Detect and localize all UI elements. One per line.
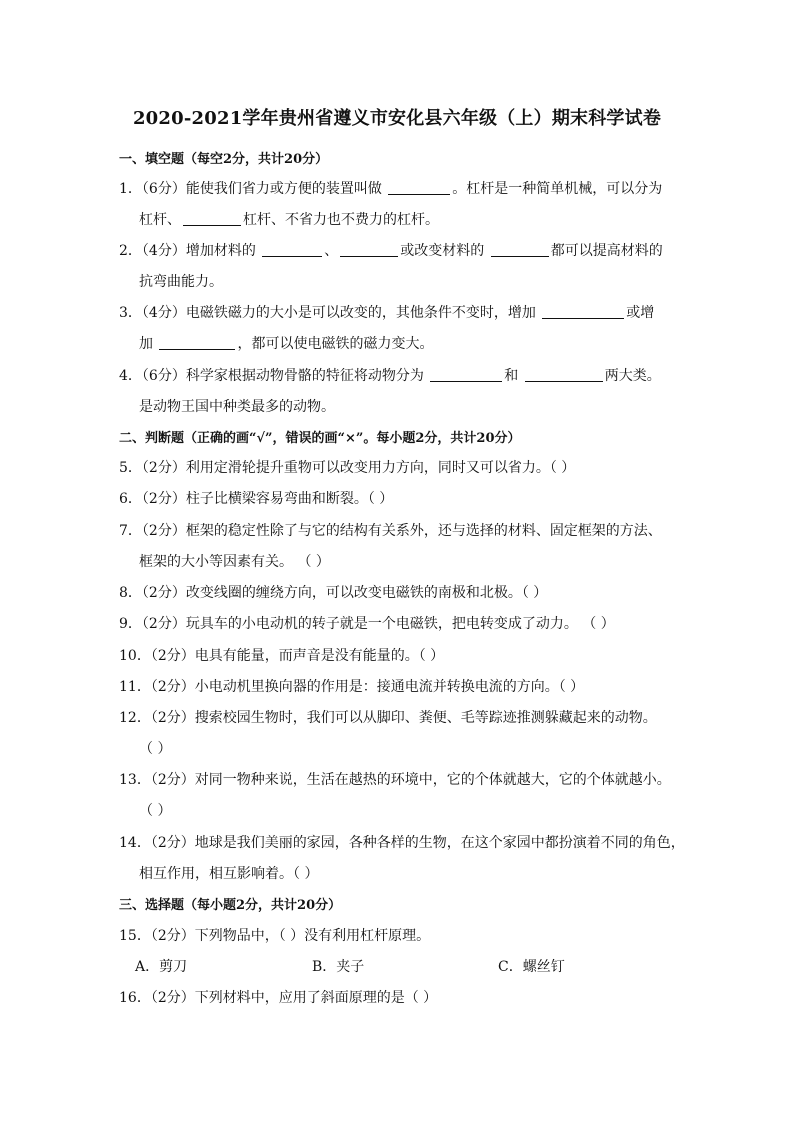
section-heading-true-false: 二、判断题（正确的画“√”，错误的画“×”。每小题2分，共计20分） <box>119 431 521 446</box>
question-1-text: 。杠杆是一种简单机械，可以分为 <box>452 181 663 197</box>
question-4-text: 和 <box>504 368 519 384</box>
question-8: 8．（2分）改变线圈的缠绕方向，可以改变电磁铁的南极和北极。（ ） <box>119 585 548 601</box>
question-6: 6．（2分）柱子比横梁容易弯曲和断裂。（ ） <box>119 491 394 507</box>
question-4-text: 两大类。 <box>604 368 661 384</box>
question-7-line-1: 7．（2分）框架的稳定性除了与它的结构有关系外，还与选择的材料、固定框架的方法、 <box>119 523 662 539</box>
question-3-text: 加 <box>139 336 153 352</box>
question-4-line-1 <box>119 365 679 385</box>
question-1-line-1 <box>119 178 679 198</box>
question-13-line-1: 13．（2分）对同一物种来说，生活在越热的环境中，它的个体就越大，它的个体就越小。 <box>119 772 671 788</box>
question-13-line-2: （ ） <box>139 803 172 819</box>
question-2-line-2: 抗弯曲能力。 <box>139 274 223 290</box>
question-15: 15．（2分）下列物品中，（ ）没有利用杠杆原理。 <box>119 928 431 944</box>
question-5: 5．（2分）利用定滑轮提升重物可以改变用力方向，同时又可以省力。（ ） <box>119 460 576 476</box>
question-1-text: 杠杆、 <box>139 212 181 228</box>
answer-blank <box>542 304 624 319</box>
answer-blank <box>340 242 398 257</box>
question-2-text: 、 <box>324 243 339 259</box>
question-14-line-1: 14．（2分）地球是我们美丽的家园，各种各样的生物，在这个家园中都扮演着不同的角色， <box>119 835 685 851</box>
answer-blank <box>262 242 322 257</box>
question-7-line-2: 框架的大小等因素有关。 （ ） <box>139 554 330 570</box>
question-3-text: 3．（4分）电磁铁磁力的大小是可以改变的，其他条件不变时，增加 <box>119 305 536 321</box>
question-4-line-2: 是动物王国中种类最多的动物。 <box>139 399 335 415</box>
section-heading-fill-blank: 一、填空题（每空2分，共计20分） <box>119 152 329 167</box>
question-12-line-1: 12．（2分）搜索校园生物时，我们可以从脚印、粪便、毛等踪迹推测躲藏起来的动物。 <box>119 710 657 726</box>
question-1-line-2 <box>139 209 699 229</box>
question-10: 10．（2分）电具有能量，而声音是没有能量的。（ ） <box>119 648 445 664</box>
question-2-text: 2．（4分）增加材料的 <box>119 243 256 259</box>
answer-blank <box>430 367 502 382</box>
question-15-option-a: A．剪刀 <box>135 959 188 975</box>
question-1-text: 1．（6分）能使我们省力或方便的装置叫做 <box>119 181 382 197</box>
question-2-text: 都可以提高材料的 <box>550 243 663 259</box>
answer-blank <box>183 211 241 226</box>
question-11: 11．（2分）小电动机里换向器的作用是：接通电流并转换电流的方向。（ ） <box>119 679 585 695</box>
question-12-line-2: （ ） <box>139 741 172 757</box>
question-3-line-2 <box>139 333 699 353</box>
answer-blank <box>491 242 549 257</box>
question-2-text: 或改变材料的 <box>400 243 485 259</box>
question-14-line-2: 相互作用，相互影响着。（ ） <box>139 866 319 882</box>
question-4-text: 4．（6分）科学家根据动物骨骼的特征将动物分为 <box>119 368 424 384</box>
page-title: 2020-2021学年贵州省遵义市安化县六年级（上）期末科学试卷 <box>132 108 662 129</box>
question-16: 16．（2分）下列材料中，应用了斜面原理的是（ ） <box>119 990 438 1006</box>
question-3-text: 或增 <box>626 305 655 321</box>
question-15-option-b: B．夹子 <box>312 959 365 975</box>
question-3-text: ，都可以使电磁铁的磁力变大。 <box>237 336 434 352</box>
question-15-option-c: C．螺丝钉 <box>498 959 565 975</box>
question-1-text: 杠杆、不省力也不费力的杠杆。 <box>243 212 439 228</box>
section-heading-multiple-choice: 三、选择题（每小题2分，共计20分） <box>119 898 342 913</box>
answer-blank <box>388 180 450 195</box>
answer-blank <box>159 335 235 350</box>
question-3-line-1 <box>119 302 679 322</box>
answer-blank <box>525 367 603 382</box>
question-2-line-1 <box>119 240 679 260</box>
question-9: 9．（2分）玩具车的小电动机的转子就是一个电磁铁，把电转变成了动力。 （ ） <box>119 616 615 632</box>
